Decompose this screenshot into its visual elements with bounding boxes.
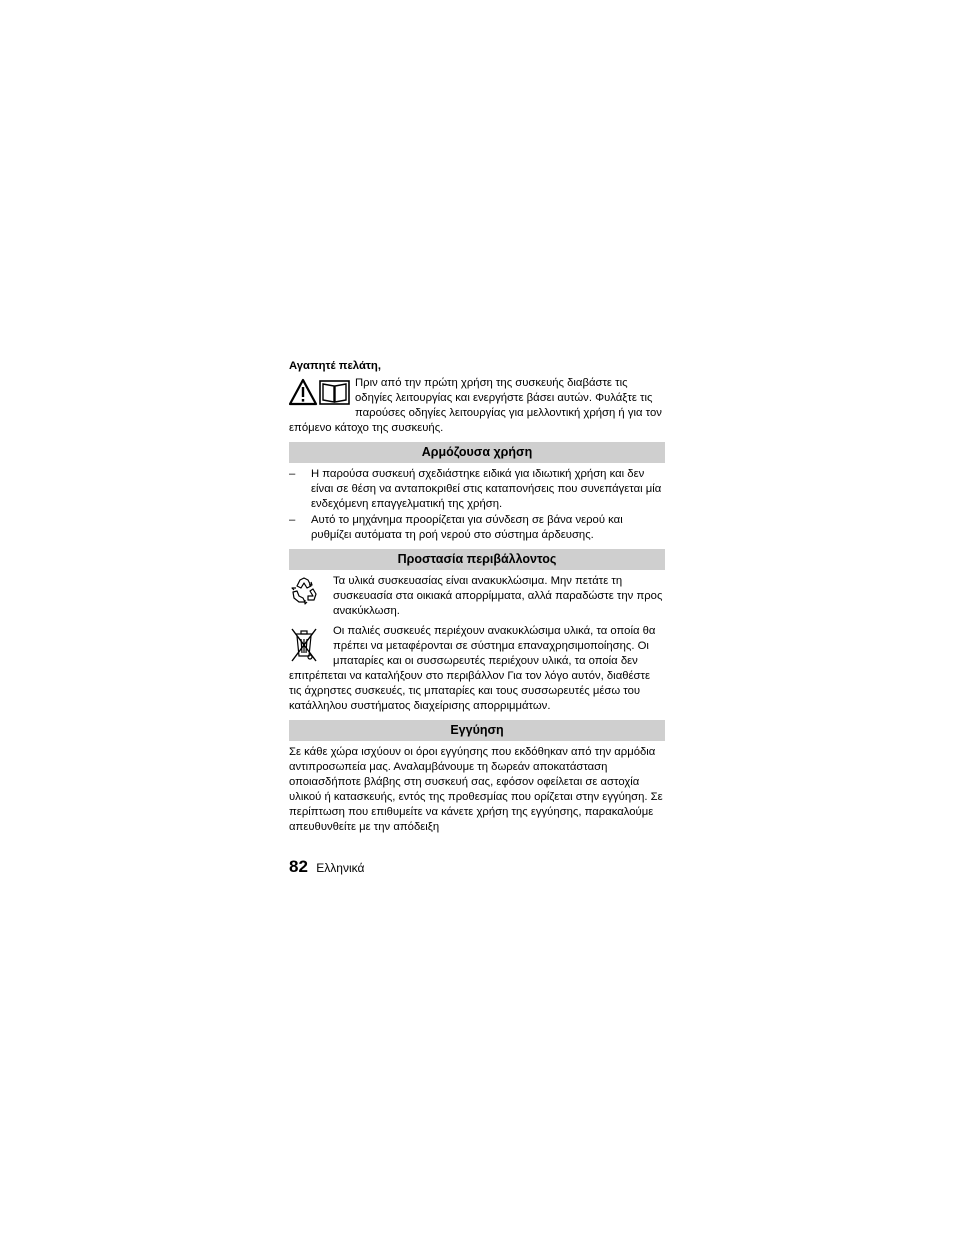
list-item-text: Αυτό το μηχάνημα προορίζεται για σύνδεση σε βάνα νερού και ρυθμίζει αυτόματα τη ροή νερού στο σύστημα άρδευσης. — [311, 514, 623, 541]
packaging-paragraph — [289, 574, 665, 619]
greeting: Αγαπητέ πελάτη, — [289, 360, 381, 372]
section-heading-intended-use: Αρμόζουσα χρήση — [289, 442, 665, 463]
list-item-text: Η παρούσα συσκευή σχεδιάστηκε ειδικά για ιδιωτική χρήση και δεν είναι σε θέση να ανταποκριθεί στις καταπονήσεις που συνεπάγεται μία ενδεχόμενη επαγγελματική της χρήση. — [311, 468, 662, 510]
intro-text: Πριν από την πρώτη χρήση της συσκευής διαβάστε τις οδηγίες λειτουργίας και ενεργήστε βάσει αυτών. Φυλάξτε τις παρούσες οδηγίες λειτουργίας για μελλοντική χρήση ή για τον επόμενο κάτοχο της συσκευής. — [289, 377, 662, 434]
warning-triangle-icon — [289, 378, 351, 406]
weee-text: Οι παλιές συσκευές περιέχουν ανακυκλώσιμα υλικά, τα οποία θα πρέπει να μεταφέρονται σε σύστημα επαναχρησιμοποίησης. Οι μπαταρίες και οι συσσωρευτές περιέχουν υλικά, τα οποία δεν επιτρέπεται να καταλήξουν στο περιβάλλον Για τον λόγο αυτόν, διαθέστε τις άχρηστες συσκευές, τις μπαταρίες και τους συσσωρευτές μέσω του κατάλληλου συστήματος διαχείρισης απορριμμάτων. — [289, 625, 656, 712]
list-item — [289, 513, 665, 543]
list-item — [289, 467, 665, 512]
page-footer — [289, 857, 364, 878]
recycle-icon — [289, 576, 319, 606]
warranty-paragraph: Σε κάθε χώρα ισχύουν οι όροι εγγύησης που εκδόθηκαν από την αρμόδια αντιπροσωπεία μας. Αναλαμβάνουμε τη δωρεάν αποκατάσταση οποιασδήποτε βλάβης στη συσκευή σας, εφόσον οφείλεται σε αστοχία υλικού ή κατασκευής, εντός της προθεσμίας που ορίζεται στην εγγύηση. Σε περίπτωση που επιθυμείτε να κάνετε χρήση της εγγύησης, παρακαλούμε απευθυνθείτε με την απόδειξη — [289, 746, 663, 833]
section-heading-environment: Προστασία περιβάλλοντος — [289, 549, 665, 570]
list-dash: – — [289, 514, 296, 526]
page-language: Ελληνικά — [316, 861, 365, 875]
intro-paragraph — [289, 376, 665, 436]
intended-use-list — [289, 467, 665, 543]
page-number: 82 — [289, 857, 308, 876]
manual-page-content — [289, 359, 665, 835]
warning-icons — [289, 378, 351, 406]
packaging-text: Τα υλικά συσκευασίας είναι ανακυκλώσιμα. Μην πετάτε τη συσκευασία στα οικιακά απορρίμματα, αλλά παραδώστε την προς ανακύκλωση. — [333, 575, 663, 617]
crossed-out-bin-icon — [289, 626, 319, 664]
open-book-icon — [320, 381, 349, 404]
section-heading-warranty: Εγγύηση — [289, 720, 665, 741]
weee-paragraph — [289, 624, 665, 714]
list-dash: – — [289, 468, 296, 480]
